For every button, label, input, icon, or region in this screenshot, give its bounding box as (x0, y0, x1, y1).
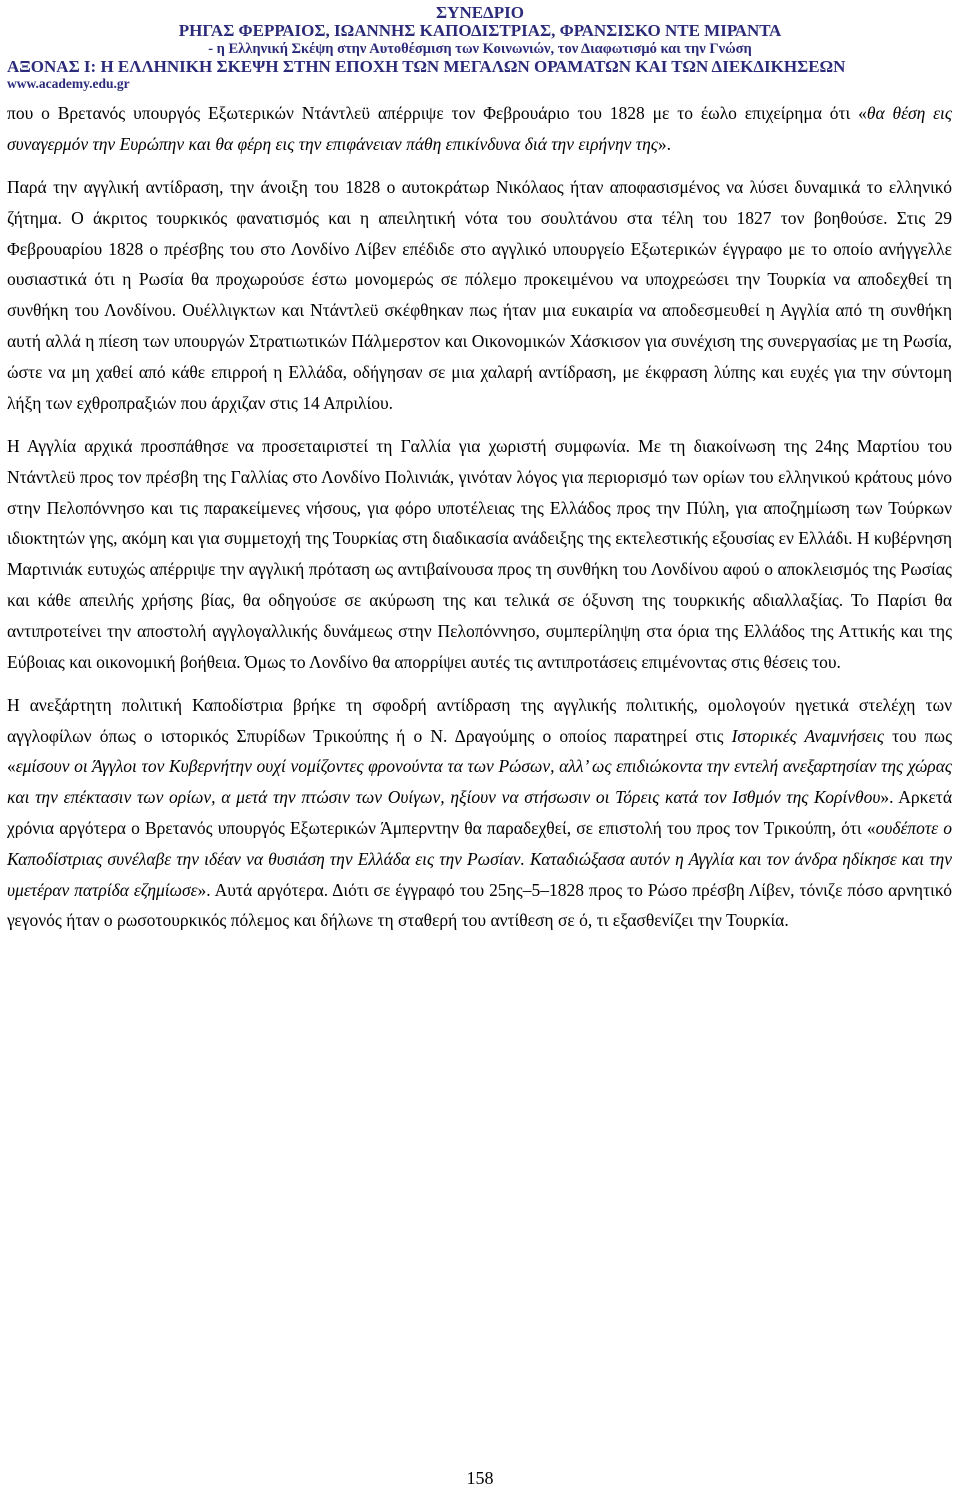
paragraph-4-quote-dragoumis: εμίσουν οι Άγγλοι τον Κυβερνήτην ουχί νομίζοντες φρονούντα τα των Ρώσων, αλλ’ ως επιδιώκοντα την εντελή ανεξαρτησίαν της χώρας και την επέκτασιν των ορίων, α μετά την πτώσιν των Ουίγων, ηξίουν να στήσωσιν οι Τόρεις κατά τον Ισθμόν της Κορίνθου (7, 756, 952, 808)
paragraph-1 (7, 98, 952, 160)
header-conference-theme: - η Ελληνική Σκέψη στην Αυτοθέσμιση των Κοινωνιών, τον Διαφωτισμό και την Γνώση (208, 41, 752, 57)
page-number: 158 (466, 1468, 494, 1488)
paragraph-4 (7, 690, 952, 936)
conference-header (7, 4, 953, 92)
header-website-url: www.academy.edu.gr (7, 76, 130, 91)
header-conference-title: ΣΥΝΕΔΡΙΟ (436, 3, 524, 22)
paragraph-3: Η Αγγλία αρχικά προσπάθησε να προσεταιριστεί τη Γαλλία για χωριστή συμφωνία. Με τη διακοίνωση της 24ης Μαρτίου του Ντάντλεϋ προς τον πρέσβη της Γαλλίας στο Λονδίνο Πολινιάκ, γινόταν λόγος για περιορισμό των ορίων του ελληνικού κράτους μόνο στην Πελοπόννησο και τις παρακείμενες νήσους, για φόρο υποτέλειας της Ελλάδος προς την Πύλη, για αποζημίωση των Τούρκων ιδιοκτητών γης, ακόμη και για συμμετοχή της Τουρκίας στη διαδικασία ανάδειξης της εκτελεστικής εξουσίας εν Ελλάδι. Η κυβέρνηση Μαρτινιάκ ευτυχώς απέρριψε την αγγλική πρόταση ως αντιβαίνουσα προς τη συνθήκη του Λονδίνου αφού ο αποκλεισμός της Ρωσίας και κάθε απειλής χρήσης βίας, θα οδηγούσε σε ακύρωση της και τελικά σε όξυνση της τουρκικής αδιαλλαξίας. Το Παρίσι θα αντιπροτείνει την αποστολή αγγλογαλλικής δυνάμεως στην Πελοπόννησο, συμπερίληψη στα όρια της Ελλάδος της Αττικής και της Εύβοιας και οικονομική βοήθεια. Όμως το Λονδίνο θα απορρίψει αυτές τις αντιπροτάσεις επιμένοντας στις θέσεις του. (7, 435, 952, 672)
paragraph-4-book-title: Ιστορικές Αναμνήσεις (731, 725, 884, 746)
paragraph-4-quote-aberdeen: ουδέποτε ο Καποδίστριας συνέλαβε την ιδέαν να θυσιάση την Ελλάδα εις την Ρωσίαν. Καταδιώξασα αυτόν η Αγγλία και τον άνδρα ηδίκησε και την υμετέραν πατρίδα εζημίωσε (7, 818, 953, 900)
paragraph-4-text-a: Η ανεξάρτητη πολιτική Καποδίστρια βρήκε τη σφοδρή αντίδραση της αγγλικής πολιτικής, ομολογούν ηγετικά στελέχη των αγγλοφίλων όπως ο ιστορικός Σπυρίδων Τρικούπης ή ο Ν. Δραγούμης ο οποίος παρατηρεί στις (7, 694, 952, 746)
paragraph-4-text-g: ». Αυτά αργότερα. Διότι σε έγγραφό του 25ης–5–1828 προς το Ρώσο πρέσβη Λίβεν, τόνιζε πόσο αρνητικό γεγονός ήταν ο ρωσοτουρκικός πόλεμος και δήλωνε τη σταθερή του αντίθεση σε ό, τι εξασθενίζει την Τουρκία. (7, 879, 952, 931)
paragraph-1-end: ». (657, 133, 671, 154)
header-axis-title: ΑΞΟΝΑΣ Ι: Η ΕΛΛΗΝΙΚΗ ΣΚΕΨΗ ΣΤΗΝ ΕΠΟΧΗ ΤΩΝ ΜΕΓΑΛΩΝ ΟΡΑΜΑΤΩΝ ΚΑΙ ΤΩΝ ΔΙΕΚΔΙΚΗΣΕΩΝ (7, 57, 846, 76)
header-conference-subtitle: ΡΗΓΑΣ ΦΕΡΡΑΙΟΣ, ΙΩΑΝΝΗΣ ΚΑΠΟΔΙΣΤΡΙΑΣ, ΦΡΑΝΣΙΣΚΟ ΝΤΕ ΜΙΡΑΝΤΑ (178, 21, 782, 40)
document-body (7, 98, 952, 936)
paragraph-2: Παρά την αγγλική αντίδραση, την άνοιξη του 1828 ο αυτοκράτωρ Νικόλαος ήταν αποφασισμένος να λύσει δυναμικά το ελληνικό ζήτημα. Ο άκριτος τουρκικός φανατισμός και η απειλητική νότα του σουλτάνου στα τέλη του 1827 τον βοηθούσε. Στις 29 Φεβρουαρίου 1828 ο πρέσβης του στο Λονδίνο Λίβεν επέδιδε στο αγγλικό υπουργείο Εξωτερικών έγγραφο με το οποίο ανήγγελλε ουσιαστικά ότι η Ρωσία θα προχωρούσε έστω μονομερώς σε πόλεμο προκειμένου να υποχρεώσει την Τουρκία να αποδεχθεί τη συνθήκη του Λονδίνου. Ουέλλιγκτων και Ντάντλεϋ σκέφθηκαν πως ήταν μια ευκαιρία να αποδεσμευθεί η Αγγλία από τη συνθήκη αυτή αλλά η πίεση των υπουργών Στρατιωτικών Πάλμερστον και Οικονομικών Χάσκισον για συνέχιση της συνεργασίας με τη Ρωσία, ώστε να μη χαθεί από κάθε επιρροή η Ελλάδα, οδήγησαν σε μια χαλαρή αντίδραση, με έκφραση λύπης και ευχές για την σύντομη λήξη των εχθροπραξιών που άρχιζαν στις 14 Απριλίου. (7, 177, 952, 413)
paragraph-4-text-c: του πως « (7, 725, 952, 777)
paragraph-1-text: που ο Βρετανός υπουργός Εξωτερικών Ντάντλεϋ απέρριψε τον Φεβρουάριο του 1828 με το έωλο επιχείρημα ότι « (7, 103, 867, 123)
paragraph-4-text-e: ». Αρκετά χρόνια αργότερα ο Βρετανός υπουργός Εξωτερικών Άμπερντην θα παραδεχθεί, σε επιστολή του προς τον Τρικούπη, ότι « (7, 787, 952, 839)
paragraph-1-quote: θα θέση εις συναγερμόν την Ευρώπην και θα φέρη εις την επιφάνειαν πάθη επικίνδυνα διά την ειρήνην της (7, 103, 952, 154)
